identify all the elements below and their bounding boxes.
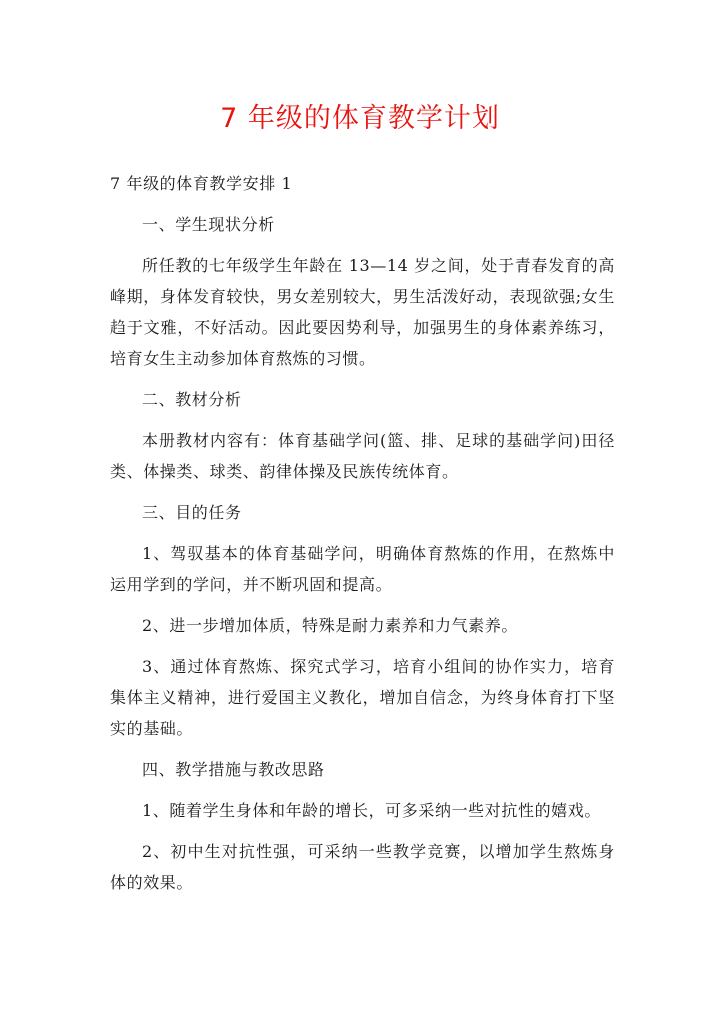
section-heading-goals: 三、目的任务 [142, 503, 242, 522]
section-heading-measures: 四、教学措施与教改思路 [142, 760, 325, 779]
paragraph-goal-1: 1、驾驭基本的体育基础学问，明确体育熬炼的作用，在熬炼中运用学到的学问，并不断巩固和提高。 [110, 544, 615, 594]
paragraph-status: 所任教的七年级学生年龄在 13—14 岁之间，处于青春发育的高峰期，身体发育较快，男女差别较大，男生活泼好动，表现欲强;女生趋于文雅，不好活动。因此要因势利导，加强男生的身体素养练习，培育女生主动参加体育熬炼的习惯。 [110, 256, 615, 368]
paragraph-goal-3: 3、通过体育熬炼、探究式学习，培育小组间的协作实力，培育集体主义精神，进行爱国主义教化，增加自信念，为终身体育打下坚实的基础。 [110, 657, 615, 738]
document-title: 7 年级的体育教学计划 [220, 103, 500, 134]
paragraph-measure-1: 1、随着学生身体和年龄的增长，可多采纳一些对抗性的嬉戏。 [142, 801, 601, 820]
paragraph-measure-2: 2、初中生对抗性强，可采纳一些教学竞赛，以增加学生熬炼身体的效果。 [110, 842, 615, 892]
plan-subtitle: 7 年级的体育教学安排 1 [110, 174, 293, 193]
section-heading-materials: 二、教材分析 [142, 390, 242, 409]
section-heading-status: 一、学生现状分析 [142, 215, 275, 234]
paragraph-goal-2: 2、进一步增加体质，特殊是耐力素养和力气素养。 [142, 616, 518, 635]
document-body [110, 168, 615, 908]
paragraph-materials: 本册教材内容有：体育基础学问(篮、排、足球的基础学问)田径类、体操类、球类、韵律体操及民族传统体育。 [110, 431, 615, 481]
